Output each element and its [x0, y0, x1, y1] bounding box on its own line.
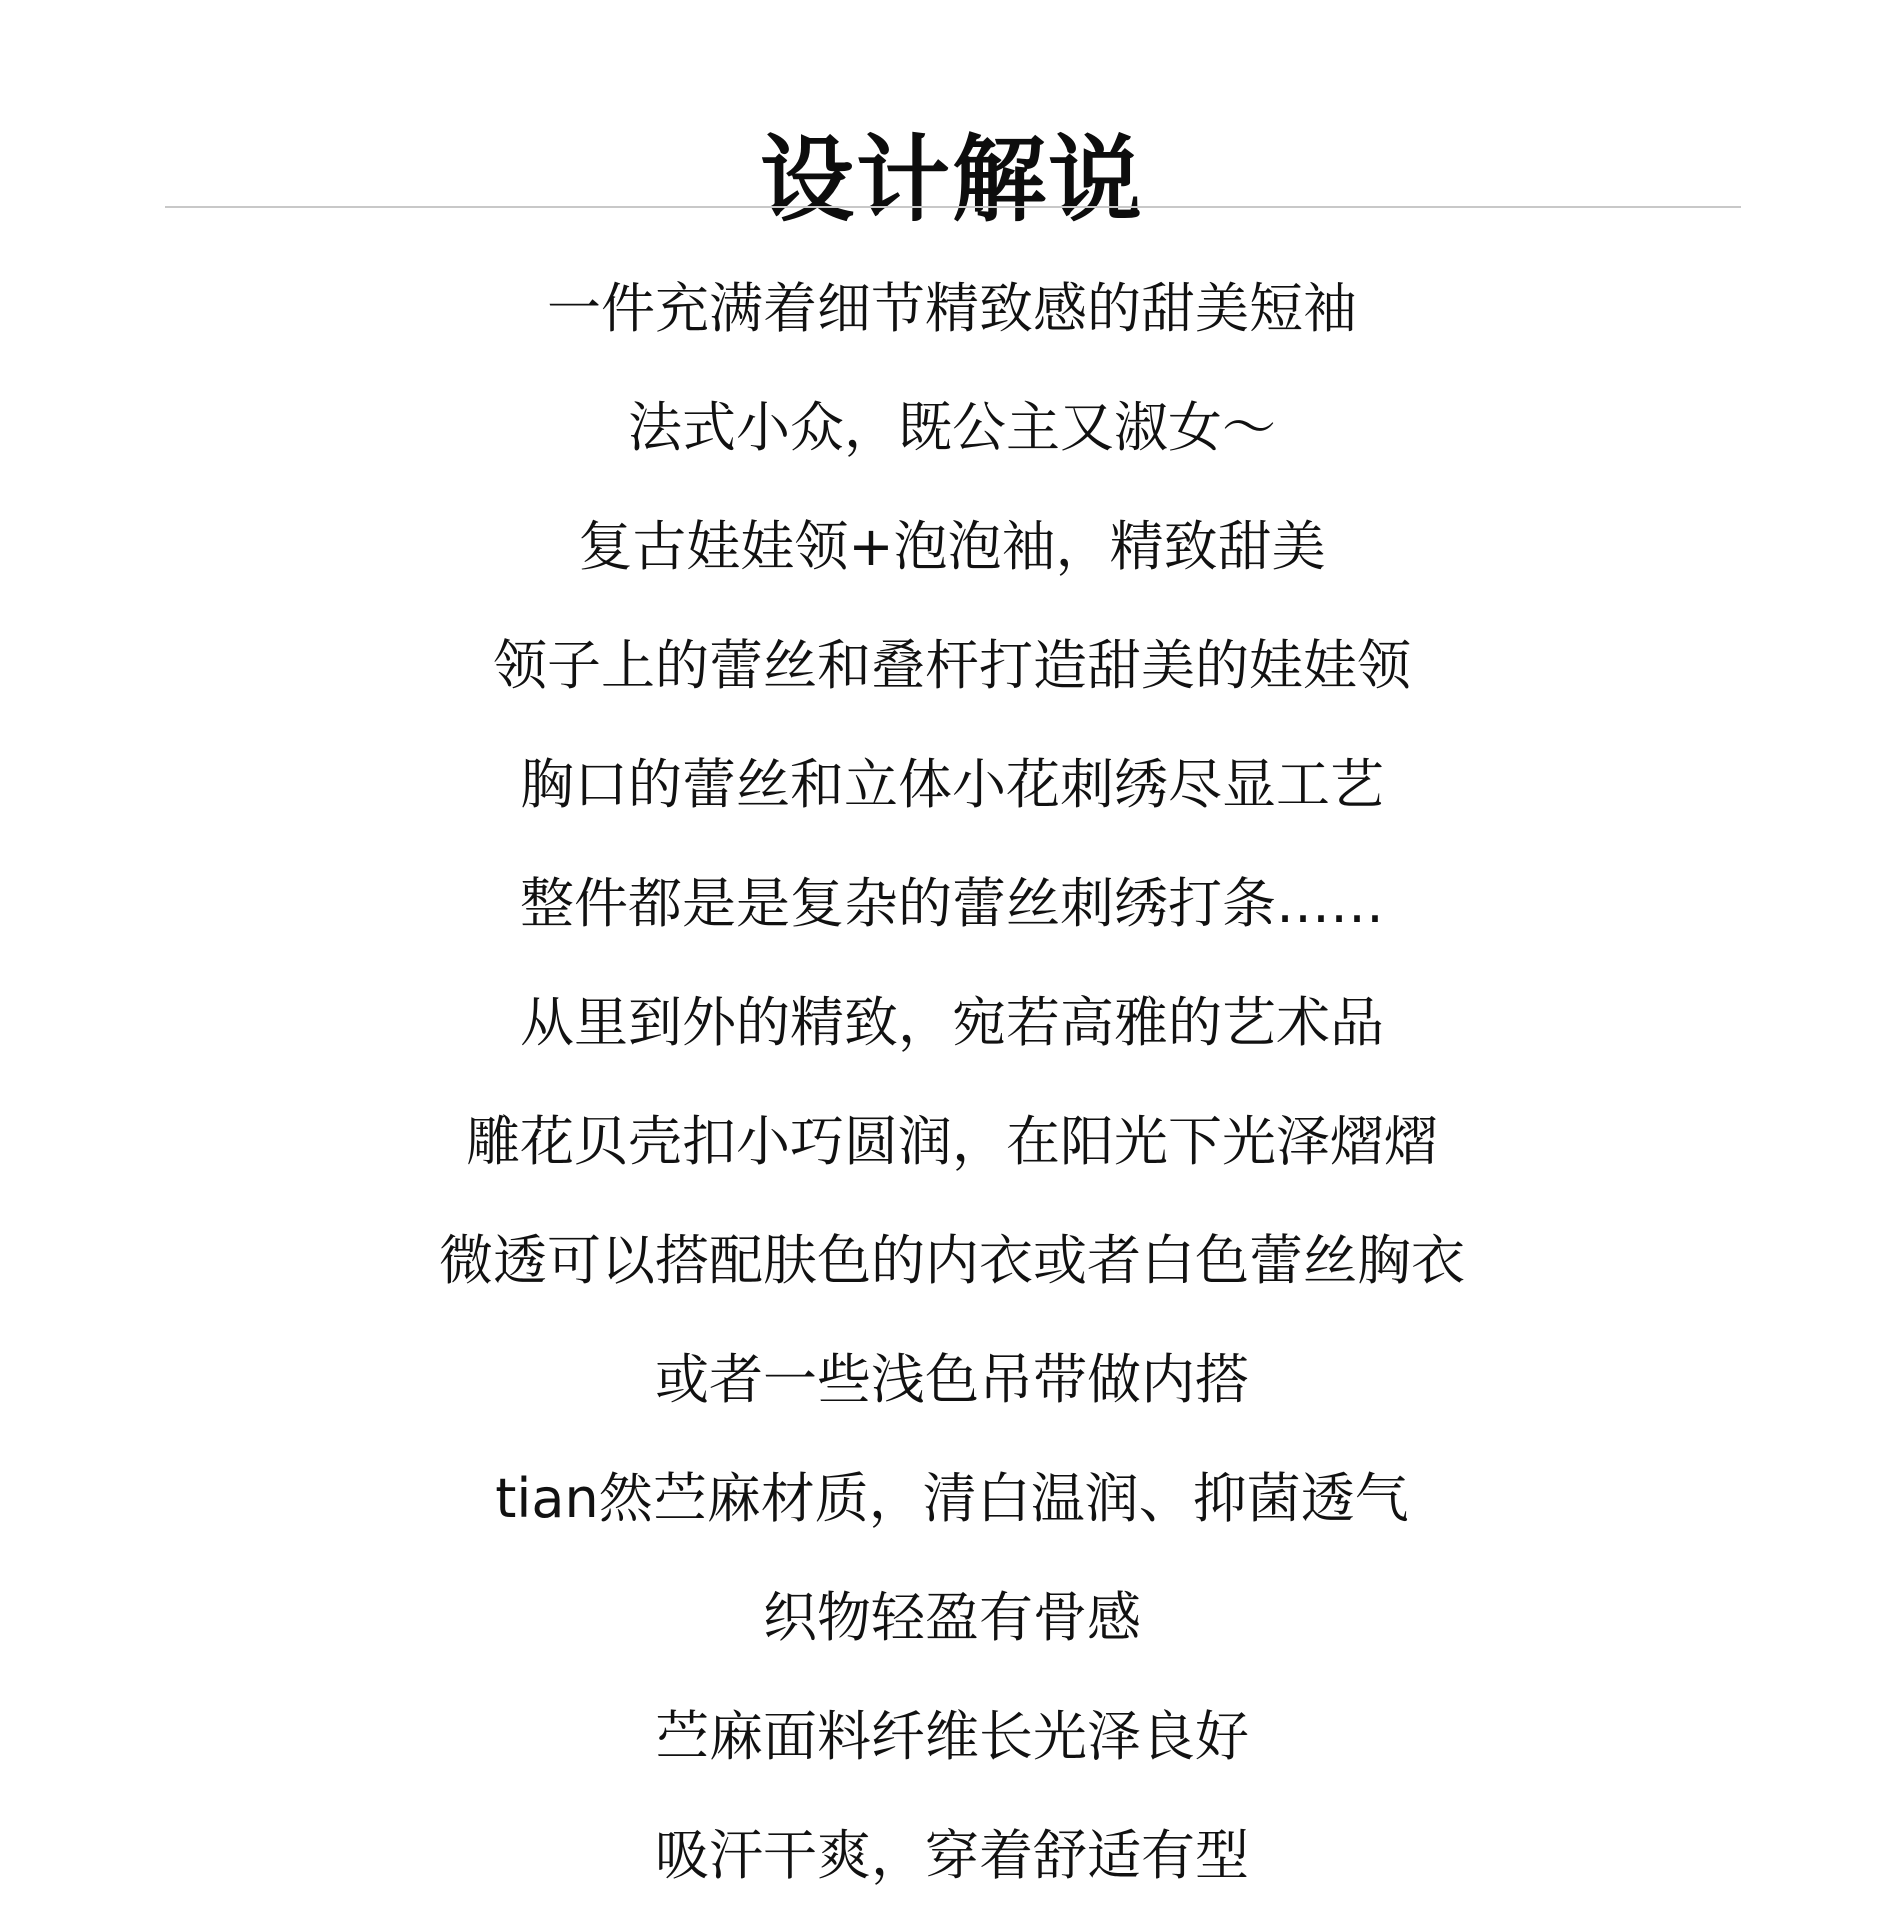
- description-line: 苎麻面料纤维长光泽良好: [655, 1705, 1249, 1768]
- description-line: 复古娃娃领+泡泡袖，精致甜美: [578, 515, 1326, 578]
- description-line: 整件都是是复杂的蕾丝刺绣打条……: [520, 872, 1384, 935]
- description-line: 吸汗干爽，穿着舒适有型: [655, 1824, 1249, 1887]
- description-line: 微透可以搭配肤色的内衣或者白色蕾丝胸衣: [439, 1229, 1465, 1292]
- description-line: 胸口的蕾丝和立体小花刺绣尽显工艺: [520, 753, 1384, 816]
- page-title: 设计解说: [759, 125, 1144, 235]
- description-text-block: [0, 257, 1904, 1923]
- description-line: 一件充满着细节精致感的甜美短袖: [547, 277, 1357, 340]
- description-line: 法式小众，既公主又淑女～: [628, 396, 1276, 459]
- description-line: 织物轻盈有骨感: [763, 1586, 1141, 1649]
- title-divider: [165, 206, 1741, 208]
- description-line: 或者一些浅色吊带做内搭: [655, 1348, 1249, 1411]
- description-line: 领子上的蕾丝和叠杆打造甜美的娃娃领: [493, 634, 1411, 697]
- description-line: 从里到外的精致，宛若高雅的艺术品: [520, 991, 1384, 1054]
- description-line: tian然苎麻材质，清白温润、抑菌透气: [495, 1467, 1409, 1530]
- description-line: 雕花贝壳扣小巧圆润，在阳光下光泽熠熠: [466, 1110, 1438, 1173]
